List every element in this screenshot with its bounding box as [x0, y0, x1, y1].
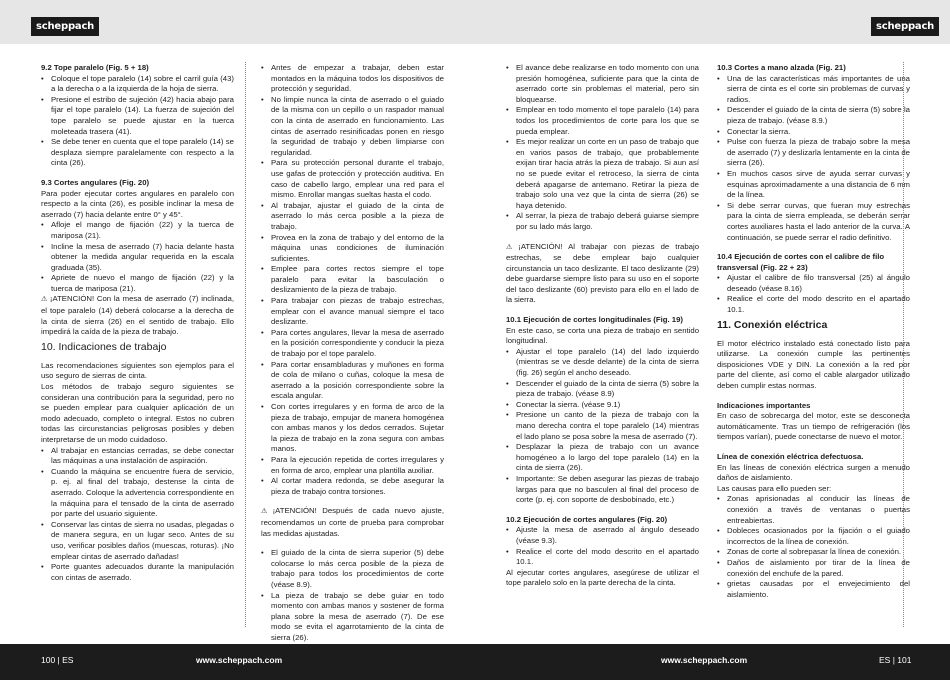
warning-icon: ⚠: [41, 296, 48, 304]
list-item: • Descender el guiado de la cinta de sierra (5) sobre la pieza de trabajo. (véase 8.9): [506, 379, 699, 400]
footer-bar: [0, 644, 950, 680]
section-10-1-list: [506, 347, 699, 506]
section-9-3-list: [41, 220, 234, 294]
list-item: • Presione el estribo de sujeción (42) hacia abajo para fijar el tope paralelo (14). La fuerza de sujeción del tope paralelo se puede ajustar en la tuerca moleteada trasera (41).: [41, 95, 234, 137]
warning-text: ¡ATENCIÓN! Al trabajar con piezas de trabajo estrechas, se debe emplear bajo cualquier circunstancia un taco deslizante. El taco deslizante (29) debe guardarse siempre listo para su uso en el soporte del taco deslizante (60) previsto para ello en el lado de la sierra.: [506, 241, 700, 305]
list-item: • Porte guantes adecuados durante la manipulación con cintas de aserrado.: [41, 562, 234, 583]
list-item: • Apriete de nuevo el mango de fijación (22) y la tuerca de mariposa (21).: [41, 273, 234, 294]
website-link-left[interactable]: www.scheppach.com: [196, 655, 283, 665]
list-item: • Provea en la zona de trabajo y del entorno de la máquina unas condiciones de iluminación suficientes.: [261, 233, 444, 265]
work-instructions-list-2: [261, 548, 444, 643]
section-10-3-title: 10.3 Cortes a mano alzada (Fig. 21): [717, 63, 846, 72]
list-item: • Realice el corte del modo descrito en el apartado 10.1.: [506, 547, 699, 568]
list-item: • Para trabajar con piezas de trabajo estrechas, emplear con el avance manual siempre el taco deslizante.: [261, 296, 444, 328]
important-notes-paragraph: En caso de sobrecarga del motor, este se desconecta automáticamente. Tras un tiempo de refrigeración (los tiempos varían), puede conectarse de nuevo el motor.: [717, 411, 910, 442]
page-left-column-1: [41, 63, 234, 583]
defective-line-paragraph: En las líneas de conexión eléctrica surgen a menudo daños de aislamiento.: [717, 462, 910, 483]
section-10-1-intro: En este caso, se corta una pieza de trabajo en sentido longitudinal.: [506, 325, 699, 346]
list-item: • Antes de empezar a trabajar, deben estar montados en la máquina todos los dispositivos de protección y seguridad.: [261, 63, 444, 95]
list-item: • Presione un canto de la pieza de trabajo con la mano derecha contra el tope paralelo (14) mientras el lado plano se posa sobre la mesa de aserrado (7).: [506, 410, 699, 442]
list-item: • Ajustar el tope paralelo (14) del lado izquierdo (mientras se ve desde delante) de la cinta de sierra (fig. 26) según el ancho deseado.: [506, 347, 699, 379]
page-right-column-1: [506, 63, 699, 589]
section-10-2-title: 10.2 Ejecución de cortes angulares (Fig. 20): [506, 514, 668, 524]
section-10-list: [41, 446, 234, 584]
work-instructions-list-3: [506, 63, 699, 233]
list-item: • Al serrar, la pieza de trabajo deberá guiarse siempre por su lado más largo.: [506, 211, 699, 232]
list-item: • Con cortes irregulares y en forma de arco de la pieza de trabajo, empujar de manera homogénea con ambas manos y los dedos cerrados. Sujetar la pieza de trabajo en la zona segura con ambas manos.: [261, 402, 444, 455]
important-notes-title: Indicaciones importantes: [717, 400, 811, 410]
section-10-2-outro: Al ejecutar cortes angulares, asegúrese de utilizar el tope paralelo solo en la parte derecha de la cinta.: [506, 567, 699, 588]
list-item: • Zonas de corte al sobrepasar la línea de conexión.: [717, 547, 910, 558]
list-item: • Para cortar ensambladuras y muñones en forma de cola de milano o cuñas, coloque la mesa de aserrado a la posición correspondiente sobre la escala angular.: [261, 360, 444, 402]
list-item: • Coloque el tope paralelo (14) sobre el carril guía (43) a la derecha o a la izquierda de la hoja de sierra.: [41, 74, 234, 95]
warning-text: ¡ATENCIÓN! Con la mesa de aserrado (7) inclinada, el tope paralelo (14) deberá colocarse a la derecha de la cinta de sierra (26) en el sentido de trabajo. Ello impedirá la caída de la pieza de trabajo.: [41, 294, 235, 337]
causes-list: [717, 494, 910, 600]
list-item: • Al cortar madera redonda, se debe asegurar la pieza de trabajo contra torsiones.: [261, 476, 444, 497]
page-number-right: ES | 101: [879, 655, 912, 665]
list-item: • La pieza de trabajo se debe guiar en todo momento con ambas manos y sostener de forma plana sobre la mesa de aserrado (7). De ese modo se evita el agarrotamiento de la cinta de sierra (26).: [261, 591, 444, 644]
section-9-3-title: 9.3 Cortes angulares (Fig. 20): [41, 177, 150, 187]
brand-logo-right: scheppach: [871, 17, 939, 36]
list-item: • Para cortes angulares, llevar la mesa de aserrado en la posición correspondiente y conducir la pieza de trabajo por el tope paralelo.: [261, 328, 444, 360]
section-10-4-list: [717, 273, 910, 315]
section-10-1-title: 10.1 Ejecución de cortes longitudinales (Fig. 19): [506, 315, 684, 325]
list-item: • El avance debe realizarse en todo momento con una presión homogénea, suficiente para que la cinta de aserrado corte sin problemas el material, pero sin bloquearse.: [506, 63, 699, 105]
list-item: • Cuando la máquina se encuentre fuera de servicio, p. ej. al final del trabajo, destense la cinta de aserrado. Coloque la advertencia correspondiente en la máquina para el tensado de la cinta de aserrado por parte del usuario siguiente.: [41, 467, 234, 520]
list-item: • Una de las características más importantes de una sierra de cinta es el corte sin problemas de curvas y radios.: [717, 74, 910, 106]
list-item: • Para su protección personal durante el trabajo, use gafas de protección y protección auditiva. En caso de cabello largo, emplear una red para el mismo. Enrollar mangas sueltas hasta el codo.: [261, 158, 444, 200]
causes-intro: Las causas para ello pueden ser:: [717, 483, 832, 493]
list-item: • Importante: Se deben asegurar las piezas de trabajo largas para que no basculen al final del proceso de corte (p. ej. con soporte de desbobinado, etc.): [506, 474, 699, 506]
list-item: • Ajuste la mesa de aserrado al ángulo deseado (véase 9.3).: [506, 525, 699, 546]
section-10-paragraph-2: Los métodos de trabajo seguro siguientes se consideran una contribución para la seguridad, pero no se pueden emplear para cualquier aplicación de un modo adecuado, completo o integral. Estos no cubren todas las circunstancias peligrosas posibles y deben interpretarse de un modo cuidadoso.: [41, 382, 234, 444]
list-item: • Dobleces ocasionados por la fijación o el guiado incorrectos de la línea de conexión.: [717, 526, 910, 547]
column-divider-left: [245, 62, 246, 627]
list-item: • Realice el corte del modo descrito en el apartado 10.1.: [717, 294, 910, 315]
list-item: • No limpie nunca la cinta de aserrado o el guiado de la misma con un cepillo o un raspador manual con la cinta de aserrado en funcionamiento. Las cintas de aserrado resinificadas ponen en riesgo la seguridad de trabajo y deben limpiarse con regularidad.: [261, 95, 444, 159]
section-9-3-intro: Para poder ejecutar cortes angulares en paralelo con respecto a la cinta (26), es posible inclinar la mesa de aserrado (7) hacia delante entre 0° y 45°.: [41, 188, 234, 219]
section-10-4-title: 10.4 Ejecución de cortes con el calibre de filo transversal (Fig. 22 + 23): [717, 252, 885, 272]
warning-icon: ⚠: [506, 243, 517, 251]
section-10-paragraph-1: Las recomendaciones siguientes son ejemplos para el uso seguro de sierras de cinta.: [41, 360, 234, 381]
list-item: • Al trabajar en estancias cerradas, se debe conectar las máquinas a una instalación de aspiración.: [41, 446, 234, 467]
page-left-column-2: [261, 63, 444, 643]
list-item: • Descender el guiado de la cinta de sierra (5) sobre la pieza de trabajo. (véase 8.9.): [717, 105, 910, 126]
brand-logo-left: scheppach: [31, 17, 99, 36]
list-item: • grietas causadas por el envejecimiento del aislamiento.: [717, 579, 910, 600]
section-11-paragraph: El motor eléctrico instalado está conectado listo para utilizarse. La conexión cumple las pertinentes disposiciones VDE y DIN. La conexión a la red por parte del cliente, así como el cable alargador utilizado deben cumplir estas normas.: [717, 338, 910, 391]
website-link-right[interactable]: www.scheppach.com: [661, 655, 748, 665]
list-item: • Zonas aprisionadas al conducir las líneas de conexión a través de ventanas o puertas entreabiertas.: [717, 494, 910, 526]
list-item: • Emplee para cortes rectos siempre el tope paralelo para evitar la basculación o deslizamiento de la pieza de trabajo.: [261, 264, 444, 296]
list-item: • Al trabajar, ajustar el guiado de la cinta de aserrado lo más cerca posible a la pieza de trabajo.: [261, 201, 444, 233]
section-9-2-title: 9.2 Tope paralelo (Fig. 5 + 18): [41, 63, 149, 72]
list-item: • Es mejor realizar un corte en un paso de trabajo que en varios pasos de trabajo, que probablemente exijan tirar hacia atrás la pieza de trabajo. Si aun así no se puede evitar el retroceso, la sierra de cinta deberá apagarse de antemano. Retirar la pieza de trabajo solo una vez que la cinta de sierra (26) se haya detenido.: [506, 137, 699, 211]
list-item: • Si debe serrar curvas, que fueran muy estrechas para la cinta de sierra empleada, se deberán serrar cortes auxiliares hasta el lado anterior de la curva. A continuación, se puede serrar el radio definitivo.: [717, 201, 910, 243]
section-10-2-list: [506, 525, 699, 567]
work-instructions-list: [261, 63, 444, 497]
list-item: • Conectar la sierra. (véase 9.1): [506, 400, 699, 411]
page-right-column-2: [717, 63, 910, 600]
section-10-title: 10. Indicaciones de trabajo: [41, 340, 167, 353]
list-item: • Desplazar la pieza de trabajo con un avance homogéneo a lo largo del tope paralelo (14) en la cinta de sierra (26).: [506, 442, 699, 474]
list-item: • Conservar las cintas de sierra no usadas, plegadas o de manera segura, en un lugar seco. Antes de su uso, verificar posibles daños (muescas, roturas). ¡No emplear cintas de aserrado dañadas!: [41, 520, 234, 562]
page-number-left: 100 | ES: [41, 655, 74, 665]
list-item: • Emplear en todo momento el tope paralelo (14) para todos los procedimientos de corte para los que se pueda emplear.: [506, 105, 699, 137]
warning-text: ¡ATENCIÓN! Después de cada nuevo ajuste, recomendamos un corte de prueba para comprobar las medidas ajustadas.: [261, 506, 444, 538]
list-item: • Se debe tener en cuenta que el tope paralelo (14) se desplaza siempre paralelamente con respecto a la cinta (26).: [41, 137, 234, 169]
warning-paragraph: [506, 242, 699, 307]
list-item: • El guiado de la cinta de sierra superior (5) debe colocarse lo más cerca posible de la pieza de trabajo para todos los procedimientos de corte (véase 8.9).: [261, 548, 444, 590]
section-9-2-list: [41, 74, 234, 169]
header-bar: [0, 0, 950, 44]
warning-paragraph: [41, 294, 234, 337]
section-10-3-list: [717, 74, 910, 244]
section-11-title: 11. Conexión eléctrica: [717, 318, 828, 331]
list-item: • Incline la mesa de aserrado (7) hacia delante hasta obtener la medida angular requerida en la escala graduada (35).: [41, 242, 234, 274]
list-item: • Para la ejecución repetida de cortes irregulares y en forma de arco, emplear una plantilla auxiliar.: [261, 455, 444, 476]
list-item: • Ajustar el calibre de filo transversal (25) al ángulo deseado (véase 8.16): [717, 273, 910, 294]
list-item: • Daños de aislamiento por tirar de la línea de conexión del enchufe de la pared.: [717, 558, 910, 579]
list-item: • Afloje el mango de fijación (22) y la tuerca de mariposa (21).: [41, 220, 234, 241]
list-item: • Conectar la sierra.: [717, 127, 910, 138]
defective-line-title: Línea de conexión eléctrica defectuosa.: [717, 452, 864, 461]
warning-paragraph: [261, 506, 444, 539]
list-item: • Pulse con fuerza la pieza de trabajo sobre la mesa de aserrado (7) y deslizarla lentamente en la cinta de sierra (26).: [717, 137, 910, 169]
warning-icon: ⚠: [261, 508, 271, 516]
list-item: • En muchos casos sirve de ayuda serrar curvas y esquinas aproximadamente a una distancia de 6 mm de la línea.: [717, 169, 910, 201]
